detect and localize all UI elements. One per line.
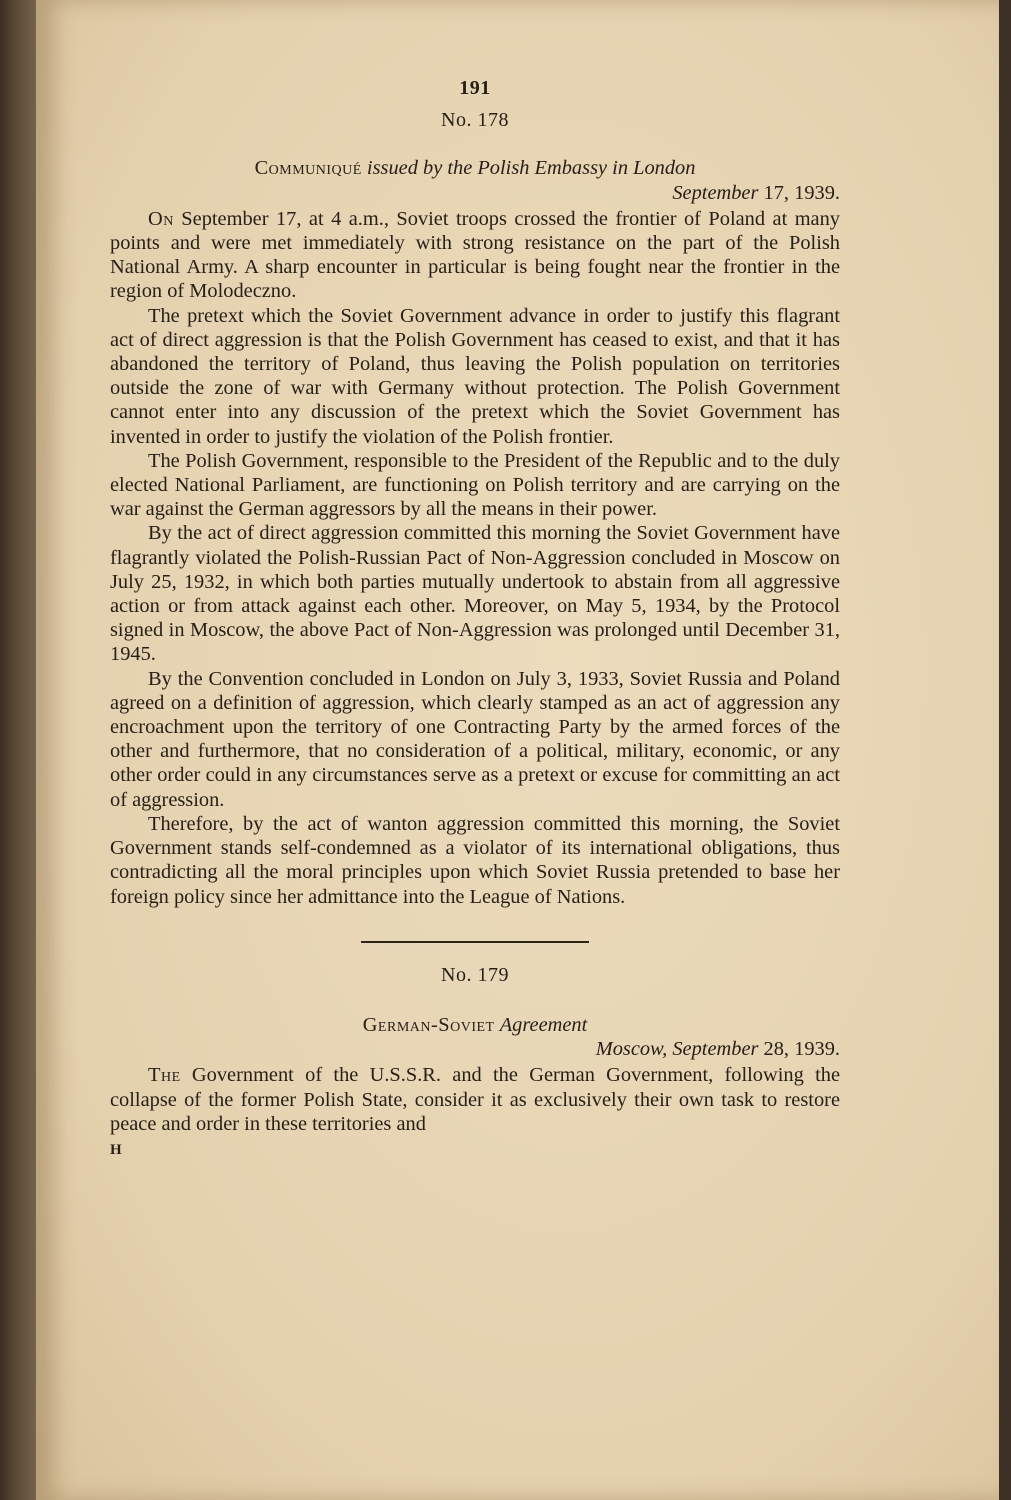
- paragraph-text: Government of the U.S.S.R. and the German Government, following the collapse of the former Polish State, consider it as exclusively their own task to restore peace and order in these territories and: [110, 1064, 840, 1135]
- title-caps: German-Soviet: [362, 1013, 495, 1036]
- title-italic: Agreement: [499, 1013, 588, 1036]
- paragraph: [110, 207, 840, 304]
- document-title: [110, 1013, 840, 1037]
- paragraph: The Polish Government, responsible to the President of the Republic and to the duly elected National Parliament, are functioning on Polish territory and are carrying on the war against the German aggressors by all the means in their power.: [110, 449, 840, 521]
- date-italic: Moscow, September: [595, 1038, 759, 1061]
- document-number: No. 178: [441, 109, 509, 132]
- date-italic: September: [672, 181, 759, 204]
- book-binding: [0, 0, 40, 1500]
- title-italic: issued by the Polish Embassy in London: [361, 157, 696, 180]
- lead-word: The: [148, 1064, 181, 1087]
- paragraph: By the Convention concluded in London on July 3, 1933, Soviet Russia and Poland agreed on a definition of aggression, which clearly stamped as an act of aggression any encroachment upon the territory of one Contracting Party by the armed forces of the other and furthermore, that no consideration of a political, military, economic, or any other order could in any circumstances serve as a pretext or excuse for committing an act of aggression.: [110, 667, 840, 811]
- page-edge: [999, 0, 1011, 1500]
- document-title: [110, 156, 840, 180]
- date-rest: 17, 1939.: [758, 181, 840, 204]
- paragraph: The pretext which the Soviet Government advance in order to justify this flagrant act of direct aggression is that the Polish Government has ceased to exist, and that it has abandoned the territory of Poland, thus leaving the Polish population on territories outside the zone of war with Germany without protection. The Polish Government cannot enter into any discussion of the pretext which the Soviet Government has invented in order to justify the violation of the Polish frontier.: [110, 304, 840, 448]
- paragraph: [110, 1063, 840, 1136]
- signature-mark: H: [110, 1141, 122, 1158]
- document-date: [110, 1037, 840, 1061]
- lead-word: On: [148, 207, 174, 230]
- page-text: [110, 76, 840, 1162]
- paragraph: Therefore, by the act of wanton aggression committed this morning, the Soviet Government stands self-condemned as a violator of its international obligations, thus contradicting all the moral principles upon which Soviet Russia pretended to base her foreign policy since her admittance into the League of Nations.: [110, 812, 840, 908]
- date-rest: 28, 1939.: [758, 1038, 840, 1061]
- paragraph: By the act of direct aggression committed this morning the Soviet Government have flagrantly violated the Polish-Russian Pact of Non-Aggression concluded in Moscow on July 25, 1932, in which both parties mutually undertook to abstain from all aggressive action or from attack against each other. Moreover, on May 5, 1934, by the Protocol signed in Moscow, the above Pact of Non-Aggression was prolonged until December 31, 1945.: [110, 522, 840, 666]
- paragraph-text: September 17, at 4 a.m., Soviet troops crossed the frontier of Poland at many points and were met immediately with strong resistance on the part of the Polish National Army. A sharp encounter in particular is being fought near the frontier in the region of Molodeczno.: [110, 207, 840, 303]
- page-number: 191: [459, 77, 491, 99]
- title-caps: Communiqué: [254, 157, 362, 180]
- document-number: No. 179: [441, 963, 509, 986]
- section-divider: [361, 941, 589, 943]
- document-date: [110, 181, 840, 205]
